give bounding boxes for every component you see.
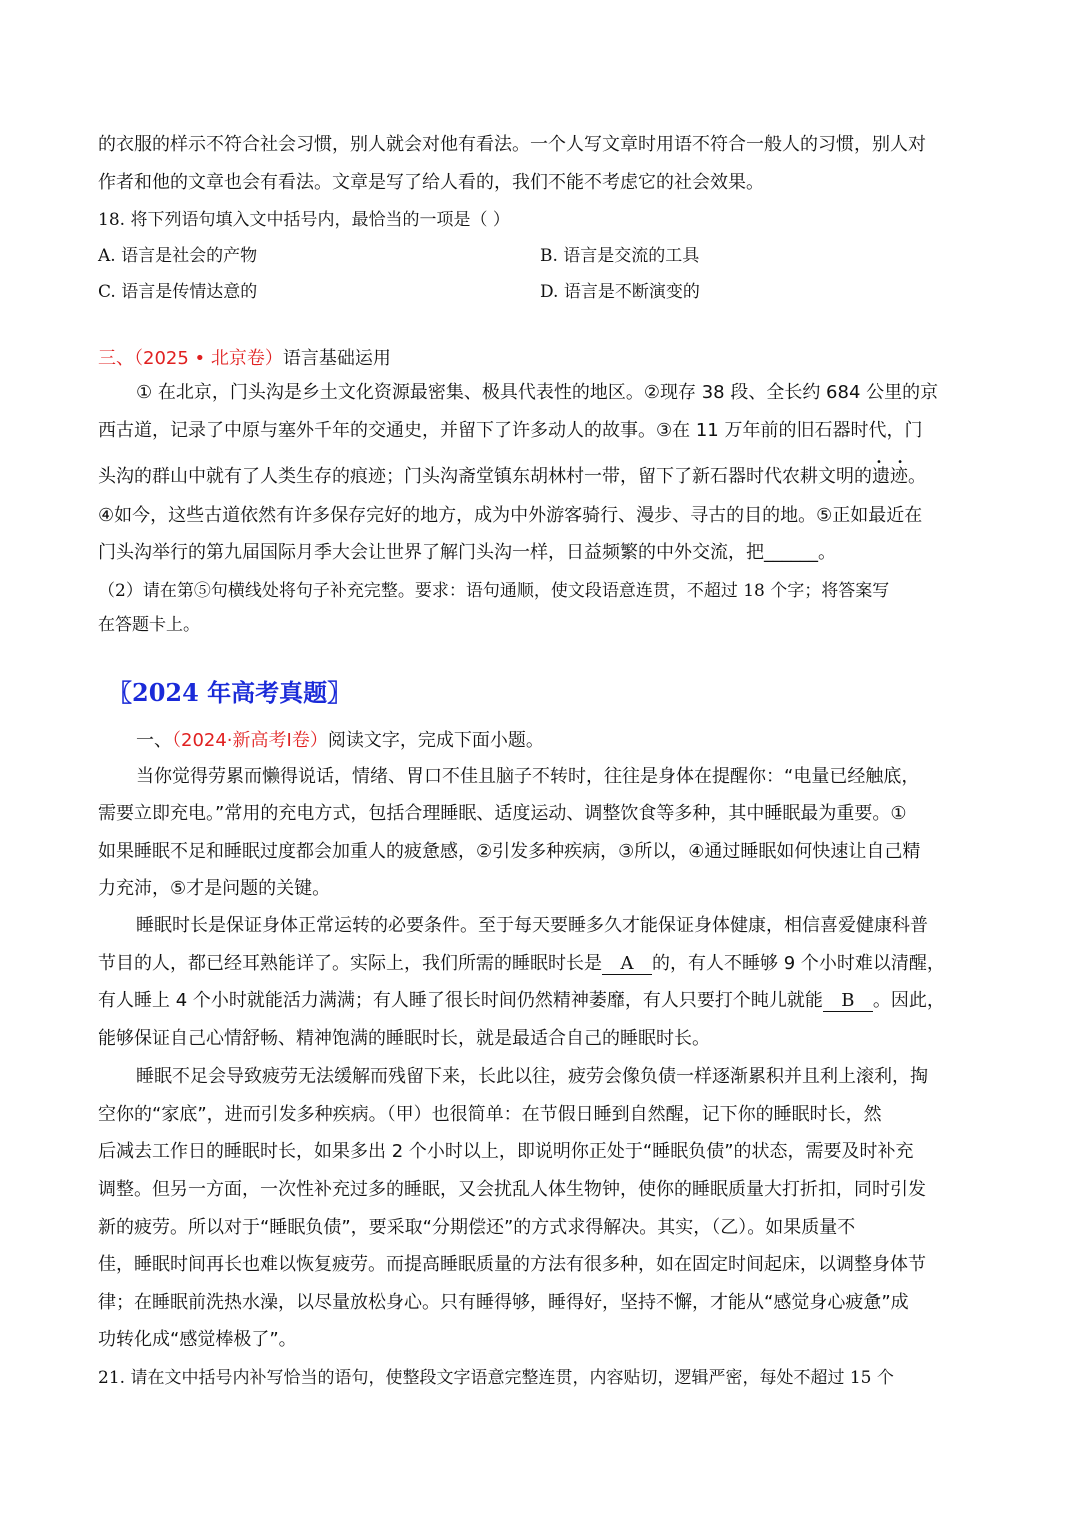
section-1-prefix: 一、: [136, 730, 172, 751]
question-line: （2）请在第⑤句横线处将句子补充完整。要求：语句通顺，使文段语意连贯，不超过 18 个字；将答案写: [98, 581, 890, 601]
line-text: 门头沟举行的第九届国际月季大会让世界了解门头沟一样，日益频繁的中外交流，把: [98, 542, 764, 563]
paragraph-line: 律；在睡眠前洗热水澡，以尽量放松身心。只有睡得够，睡得好，坚持不懈，才能从“感觉身心疲惫”成: [98, 1292, 909, 1313]
line-text: 的，有人不睡够 9 个小时难以清醒，: [652, 953, 945, 974]
paragraph-line: ① 在北京，门头沟是乡土文化资源最密集、极具代表性的地区。②现存 38 段、全长约 684 公里的京: [136, 382, 939, 403]
section-3-heading: [98, 346, 990, 372]
paragraph-line: 能够保证自己心情舒畅、精神饱满的睡眠时长，就是最适合自己的睡眠时长。: [98, 1028, 710, 1049]
section-1-title: 阅读文字，完成下面小题。: [327, 730, 544, 751]
line-text: 节目的人，都已经耳熟能详了。实际上，我们所需的睡眠时长是: [98, 953, 602, 974]
paragraph-line: [98, 988, 990, 1014]
paragraph-line: 西古道，记录了中原与塞外千年的交通史，并留下了许多动人的故事。③在 11 万年前的旧石器时代，门: [98, 420, 923, 441]
answer-blank[interactable]: ______: [764, 542, 818, 563]
question-21-stem: 21. 请在文中括号内补写恰当的语句，使整段文字语意完整连贯，内容贴切，逻辑严密，每处不超过 15 个: [98, 1368, 894, 1388]
emphasized-word: • • 遗迹: [872, 466, 908, 487]
section-3-title: 语言基础运用: [282, 348, 391, 369]
line-text: 头沟的群山中就有了人类生存的痕迹；门头沟斋堂镇东胡林村一带，留下了新石器时代农耕文明的: [98, 466, 872, 487]
paragraph-line: ④如今，这些古道依然有许多保存完好的地方，成为中外游客骑行、漫步、寻古的目的地。⑤正如最近在: [98, 505, 923, 526]
paragraph-line: 后减去工作日的睡眠时长，如果多出 2 个小时以上，即说明你正处于“睡眠负债”的状态，需要及时补充: [98, 1141, 914, 1162]
paragraph-line: 睡眠不足会导致疲劳无法缓解而残留下来，长此以往，疲劳会像负债一样逐渐累积并且利上滚利，掏: [136, 1066, 928, 1087]
question-line: 在答题卡上。: [98, 615, 200, 635]
paragraph-line: [98, 464, 990, 490]
line-text: 。: [908, 466, 926, 487]
section-heading-2024: 〖2024 年高考真题〗: [108, 678, 352, 707]
line-text: 有人睡上 4 个小时就能活力满满；有人睡了很长时间仍然精神萎靡，有人只要打个盹儿就能: [98, 990, 823, 1011]
blank-a[interactable]: A: [602, 954, 652, 975]
option-b[interactable]: B. 语言是交流的工具: [540, 246, 700, 266]
paragraph-line: 如果睡眠不足和睡眠过度都会加重人的疲惫感，②引发多种疾病，③所以，④通过睡眠如何快速让自己精: [98, 841, 921, 862]
paragraph-line: 调整。但另一方面，一次性补充过多的睡眠，又会扰乱人体生物钟，使你的睡眠质量大打折扣，同时引发: [98, 1179, 926, 1200]
section-3-source: （2025 • 北京卷）: [134, 348, 283, 369]
blank-b[interactable]: B: [823, 991, 873, 1012]
paragraph-line: 需要立即充电。”常用的充电方式，包括合理睡眠、适度运动、调整饮食等多种，其中睡眠最为重要。①: [98, 803, 907, 824]
section-3-prefix: 三、: [98, 348, 134, 369]
option-d[interactable]: D. 语言是不断演变的: [540, 282, 700, 302]
line-text: 。: [818, 542, 836, 563]
option-c[interactable]: C. 语言是传情达意的: [98, 282, 258, 302]
paragraph-line: 作者和他的文章也会有看法。文章是写了给人看的，我们不能不考虑它的社会效果。: [98, 172, 764, 193]
paragraph-line: 空你的“家底”，进而引发多种疾病。（甲）也很简单：在节假日睡到自然醒，记下你的睡眠时长，然: [98, 1104, 882, 1125]
paragraph-line: 当你觉得劳累而懒得说话，情绪、胃口不佳且脑子不转时，往往是身体在提醒你：“电量已经触底，: [136, 766, 920, 787]
option-a[interactable]: A. 语言是社会的产物: [98, 246, 258, 266]
paragraph-line: 佳，睡眠时间再长也难以恢复疲劳。而提高睡眠质量的方法有很多种，如在固定时间起床，以调整身体节: [98, 1254, 926, 1275]
paragraph-line: [98, 951, 990, 977]
paragraph-line: 功转化成“感觉棒极了”。: [98, 1329, 297, 1350]
paragraph-line: 新的疲劳。所以对于“睡眠负债”，要采取“分期偿还”的方式求得解决。其实，（乙）。如果质量不: [98, 1217, 856, 1238]
question-18-stem: 18. 将下列语句填入文中括号内，最恰当的一项是（ ）: [98, 210, 510, 230]
paragraph-line: [98, 540, 990, 566]
paragraph-line: 力充沛，⑤才是问题的关键。: [98, 878, 331, 899]
line-text: 。因此，: [872, 990, 945, 1011]
section-1-heading: [136, 728, 990, 754]
paragraph-line: 的衣服的样示不符合社会习惯，别人就会对他有看法。一个人写文章时用语不符合一般人的习惯，别人对: [98, 134, 926, 155]
section-1-source: （2024·新高考Ⅰ卷）: [172, 730, 328, 751]
paragraph-line: 睡眠时长是保证身体正常运转的必要条件。至于每天要睡多久才能保证身体健康，相信喜爱健康科普: [136, 915, 928, 936]
